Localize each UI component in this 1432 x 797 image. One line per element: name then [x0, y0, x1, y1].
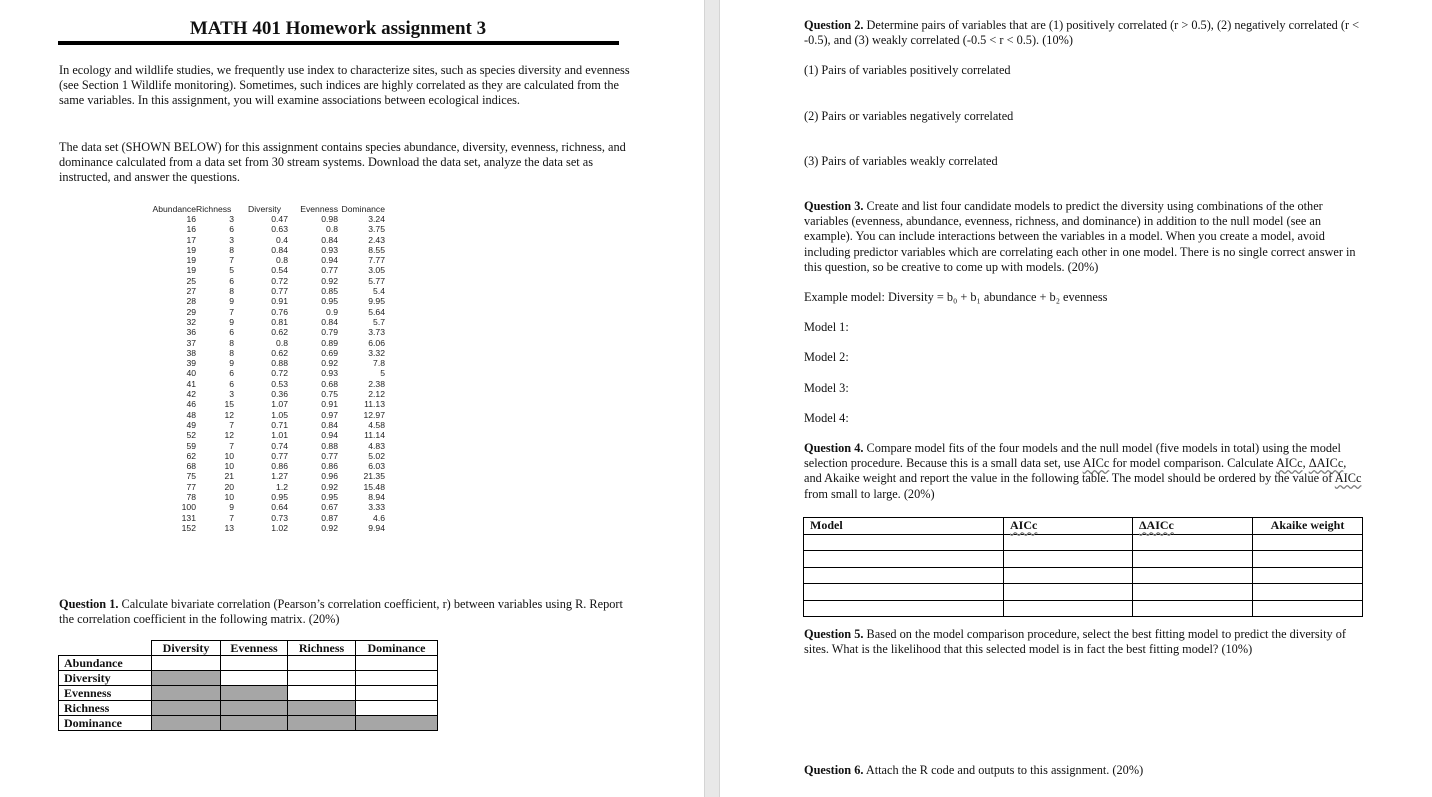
data-cell: 0.91 — [321, 399, 338, 410]
data-cell: 0.84 — [271, 244, 288, 255]
data-row — [146, 265, 385, 275]
data-row — [146, 286, 385, 296]
data-cell: 3 — [229, 234, 234, 245]
data-cell: 0.8 — [276, 255, 288, 266]
matrix-col-header: Evenness — [221, 641, 288, 656]
question-1-text: Calculate bivariate correlation (Pearson’s correlation coefficient, r) between variables using R. Report the correlation coefficient in the following matrix. (20%) — [59, 597, 623, 626]
model-1-label: Model 1: — [804, 320, 849, 334]
data-cell: 0.94 — [321, 430, 338, 441]
model-3-label: Model 3: — [804, 381, 849, 395]
data-cell: 1.02 — [271, 522, 288, 533]
delta-aicc-term: ΔAICc — [1308, 456, 1344, 471]
aic-cell[interactable] — [804, 534, 1004, 551]
data-cell: 0.94 — [321, 255, 338, 266]
aic-cell[interactable] — [1133, 584, 1253, 601]
data-row — [146, 368, 385, 378]
matrix-cell[interactable] — [221, 656, 288, 671]
data-cell: 42 — [186, 389, 196, 400]
data-row — [146, 327, 385, 337]
question-3-text: Create and list four candidate models to predict the diversity using combinations of the other variables (evenness, abundance, evenness, richness, and dominance) in addition to the null model (see an example). You can include interactions between the variables in a model. When you create a model, avoid including predictor variables which are correlating each other in one model. There is no single correct answer in this question, so be creative to come up with models. (20%) — [804, 199, 1356, 274]
data-cell: 13 — [224, 522, 234, 533]
data-header: Evenness — [300, 204, 338, 214]
data-cell: 2.12 — [368, 389, 385, 400]
data-header: Dominance — [341, 204, 385, 214]
question-4-label: Question 4. — [804, 441, 864, 455]
matrix-row-header: Diversity — [59, 671, 152, 686]
question-4-text: for model comparison. Calculate — [1109, 456, 1276, 471]
aic-cell[interactable] — [1253, 584, 1363, 601]
data-cell: 3 — [229, 389, 234, 400]
data-row — [146, 348, 385, 358]
data-cell: 8 — [229, 347, 234, 358]
data-cell: 0.95 — [321, 492, 338, 503]
data-cell: 3.05 — [368, 265, 385, 276]
data-cell: 75 — [186, 471, 196, 482]
question-4-text: Compare model fits of the four models and the null model (five models in total) using the model selection procedure. Because this is a small data set, use — [804, 441, 1341, 471]
data-cell: 4.83 — [368, 440, 385, 451]
question-2-part-3: (3) Pairs of variables weakly correlated — [804, 154, 998, 168]
data-row — [146, 410, 385, 420]
data-cell: 8 — [229, 337, 234, 348]
data-cell: 0.79 — [321, 327, 338, 338]
data-cell: 0.68 — [321, 378, 338, 389]
data-row — [146, 358, 385, 368]
question-6-text: Attach the R code and outputs to this assignment. (20%) — [863, 763, 1144, 777]
data-cell: 3.75 — [368, 224, 385, 235]
data-cell: 0.73 — [271, 512, 288, 523]
data-cell: 9 — [229, 316, 234, 327]
data-cell: 2.38 — [368, 378, 385, 389]
data-cell: 0.85 — [321, 286, 338, 297]
data-cell: 4.6 — [373, 512, 385, 523]
data-row — [146, 513, 385, 523]
question-2-part-2: (2) Pairs or variables negatively correlated — [804, 109, 1014, 123]
data-cell: 12 — [224, 409, 234, 420]
data-cell: 10 — [224, 492, 234, 503]
right-page — [720, 0, 1432, 797]
model-2-label: Model 2: — [804, 350, 849, 364]
data-cell: 6.03 — [368, 461, 385, 472]
aicc-term: AICc — [1275, 456, 1303, 471]
page-gap — [704, 0, 720, 797]
data-cell: 0.92 — [321, 358, 338, 369]
matrix-cell[interactable] — [356, 671, 438, 686]
aic-cell[interactable] — [1253, 600, 1363, 617]
data-cell: 1.01 — [271, 430, 288, 441]
data-cell: 36 — [186, 327, 196, 338]
data-cell: 0.77 — [271, 450, 288, 461]
data-cell: 0.74 — [271, 440, 288, 451]
data-cell: 5 — [380, 368, 385, 379]
data-cell: 0.8 — [276, 337, 288, 348]
data-cell: 0.36 — [271, 389, 288, 400]
data-cell: 0.89 — [321, 337, 338, 348]
question-2-label: Question 2. — [804, 18, 864, 32]
data-cell: 6 — [229, 327, 234, 338]
matrix-cell-shaded — [221, 716, 288, 731]
aic-cell[interactable] — [804, 600, 1004, 617]
data-row — [146, 296, 385, 306]
question-5-text: Based on the model comparison procedure, select the best fitting model to predict the diversity of sites. What is the likelihood that this selected model is in fact the best fitting model? (10%) — [804, 627, 1346, 657]
data-cell: 0.91 — [271, 296, 288, 307]
aic-cell[interactable] — [1133, 534, 1253, 551]
data-cell: 0.71 — [271, 419, 288, 430]
data-cell: 0.67 — [321, 502, 338, 513]
data-cell: 0.95 — [271, 492, 288, 503]
aicc-term: AICc — [1082, 456, 1110, 471]
aic-col-header: Akaike weight — [1253, 518, 1363, 535]
data-header: Richness — [196, 204, 232, 214]
title-rule — [58, 41, 619, 45]
data-row — [146, 338, 385, 348]
data-row — [146, 224, 385, 234]
data-cell: 37 — [186, 337, 196, 348]
aic-cell[interactable] — [1004, 534, 1133, 551]
data-cell: 7 — [229, 440, 234, 451]
data-cell: 52 — [186, 430, 196, 441]
data-cell: 0.62 — [271, 347, 288, 358]
data-cell: 5.02 — [368, 450, 385, 461]
data-row — [146, 430, 385, 440]
data-cell: 6.06 — [368, 337, 385, 348]
data-cell: 5.64 — [368, 306, 385, 317]
data-cell: 7 — [229, 419, 234, 430]
data-cell: 8.94 — [368, 492, 385, 503]
data-row — [146, 255, 385, 265]
data-cell: 0.93 — [321, 244, 338, 255]
data-cell: 7.8 — [373, 358, 385, 369]
aic-table — [803, 517, 1363, 617]
data-cell: 38 — [186, 347, 196, 358]
data-cell: 7 — [229, 306, 234, 317]
data-cell: 49 — [186, 419, 196, 430]
data-cell: 0.93 — [321, 368, 338, 379]
data-cell: 0.92 — [321, 275, 338, 286]
data-cell: 8 — [229, 244, 234, 255]
matrix-cell[interactable] — [356, 656, 438, 671]
data-cell: 12 — [224, 430, 234, 441]
matrix-cell-shaded — [152, 716, 221, 731]
matrix-cell[interactable] — [288, 671, 356, 686]
data-cell: 0.72 — [271, 275, 288, 286]
question-3-label: Question 3. — [804, 199, 864, 213]
data-cell: 0.75 — [321, 389, 338, 400]
data-cell: 3.73 — [368, 327, 385, 338]
data-cell: 0.63 — [271, 224, 288, 235]
data-row — [146, 276, 385, 286]
data-cell: 32 — [186, 316, 196, 327]
data-cell: 0.84 — [321, 234, 338, 245]
aic-cell[interactable] — [1253, 534, 1363, 551]
matrix-corner — [59, 641, 152, 656]
data-cell: 0.96 — [321, 471, 338, 482]
data-cell: 7 — [229, 255, 234, 266]
data-cell: 11.13 — [364, 399, 385, 410]
matrix-row-header: Evenness — [59, 686, 152, 701]
data-cell: 19 — [186, 255, 196, 266]
data-row — [146, 214, 385, 224]
matrix-col-header: Richness — [288, 641, 356, 656]
question-5 — [804, 627, 1364, 657]
matrix-col-header: Diversity — [152, 641, 221, 656]
data-row — [146, 235, 385, 245]
data-cell: 6 — [229, 275, 234, 286]
data-cell: 6 — [229, 368, 234, 379]
matrix-cell[interactable] — [356, 701, 438, 716]
data-cell: 0.92 — [321, 522, 338, 533]
data-cell: 0.72 — [271, 368, 288, 379]
matrix-cell[interactable] — [288, 656, 356, 671]
aic-cell[interactable] — [1004, 584, 1133, 601]
data-cell: 0.62 — [271, 327, 288, 338]
data-cell: 1.27 — [271, 471, 288, 482]
page-title: MATH 401 Homework assignment 3 — [189, 18, 487, 39]
data-cell: 39 — [186, 358, 196, 369]
data-cell: 152 — [181, 522, 196, 533]
question-4 — [804, 441, 1364, 502]
aic-col-header: ΔAICc — [1133, 518, 1253, 535]
data-cell: 15.48 — [363, 481, 385, 492]
data-cell: 0.53 — [271, 378, 288, 389]
matrix-row-header: Abundance — [59, 656, 152, 671]
data-cell: 27 — [186, 286, 196, 297]
data-cell: 5.7 — [373, 316, 385, 327]
matrix-cell-shaded — [152, 701, 221, 716]
data-cell: 0.47 — [271, 214, 288, 224]
data-cell: 0.88 — [321, 440, 338, 451]
aic-cell[interactable] — [1004, 567, 1133, 584]
data-cell: 28 — [186, 296, 196, 307]
data-cell: 0.92 — [321, 481, 338, 492]
data-cell: 0.95 — [321, 296, 338, 307]
aic-col-header: AICc — [1004, 518, 1133, 535]
data-cell: 0.9 — [326, 306, 338, 317]
data-cell: 20 — [224, 481, 234, 492]
example-model: Example model: Diversity = b₀ + b₁ abundance + b₂ evenness — [804, 290, 1108, 304]
model-4-label: Model 4: — [804, 411, 849, 425]
data-cell: 21.35 — [363, 471, 385, 482]
question-5-label: Question 5. — [804, 627, 864, 641]
data-cell: 3.32 — [368, 347, 385, 358]
question-4-text: , and Akaike weight and report the value in the following table. The model should be ordered by the value of — [804, 456, 1347, 486]
data-cell: 0.81 — [271, 316, 288, 327]
data-cell: 16 — [186, 214, 196, 224]
data-row — [146, 492, 385, 502]
data-cell: 7 — [229, 512, 234, 523]
data-cell: 0.86 — [271, 461, 288, 472]
data-cell: 9 — [229, 296, 234, 307]
data-cell: 5 — [229, 265, 234, 276]
matrix-cell[interactable] — [152, 656, 221, 671]
data-cell: 7.77 — [368, 255, 385, 266]
data-cell: 8 — [229, 286, 234, 297]
data-cell: 16 — [186, 224, 196, 235]
data-row — [146, 451, 385, 461]
data-paragraph: The data set (SHOWN BELOW) for this assignment contains species abundance, diversity, evenness, richness, and dominance calculated from a data set from 30 stream systems. Download the data set, analyze the data set as instructed, and answer the questions. — [59, 140, 626, 184]
aic-col-header: Model — [804, 518, 1004, 535]
data-cell: 3 — [229, 214, 234, 224]
data-row — [146, 399, 385, 409]
data-cell: 62 — [186, 450, 196, 461]
data-row — [146, 389, 385, 399]
data-cell: 77 — [186, 481, 196, 492]
data-row — [146, 471, 385, 481]
data-cell: 0.4 — [276, 234, 288, 245]
matrix-cell-shaded — [221, 701, 288, 716]
data-cell: 0.64 — [271, 502, 288, 513]
data-row — [146, 523, 385, 533]
data-row — [146, 245, 385, 255]
question-4-text: from small to large. (20%) — [804, 486, 935, 501]
matrix-cell[interactable] — [356, 686, 438, 701]
data-cell: 68 — [186, 461, 196, 472]
data-cell: 1.05 — [271, 409, 288, 420]
aic-cell[interactable] — [1253, 567, 1363, 584]
data-cell: 0.98 — [321, 214, 338, 224]
data-cell: 40 — [186, 368, 196, 379]
question-2 — [804, 18, 1364, 48]
aic-cell[interactable] — [1004, 551, 1133, 568]
aic-cell[interactable] — [1253, 551, 1363, 568]
matrix-row-header: Richness — [59, 701, 152, 716]
data-cell: 0.84 — [321, 316, 338, 327]
matrix-cell-shaded — [288, 701, 356, 716]
data-header: Diversity — [248, 204, 281, 214]
data-cell: 9.94 — [368, 522, 385, 533]
data-cell: 10 — [224, 461, 234, 472]
data-cell: 9.95 — [368, 296, 385, 307]
data-row — [146, 420, 385, 430]
aic-cell[interactable] — [1133, 600, 1253, 617]
data-cell: 11.14 — [364, 430, 385, 441]
data-cell: 6 — [229, 378, 234, 389]
data-cell: 2.43 — [368, 234, 385, 245]
question-1-label: Question 1. — [59, 597, 119, 611]
data-cell: 0.76 — [271, 306, 288, 317]
data-cell: 0.8 — [326, 224, 338, 235]
left-page — [0, 0, 704, 797]
data-cell: 17 — [186, 234, 196, 245]
data-cell: 8.55 — [368, 244, 385, 255]
data-cell: 19 — [186, 244, 196, 255]
data-row — [146, 461, 385, 471]
question-1 — [59, 597, 639, 627]
data-cell: 29 — [186, 306, 196, 317]
data-cell: 6 — [229, 224, 234, 235]
aic-cell[interactable] — [804, 567, 1004, 584]
matrix-col-header: Dominance — [356, 641, 438, 656]
data-cell: 4.58 — [368, 419, 385, 430]
data-cell: 10 — [224, 450, 234, 461]
data-cell: 5.77 — [368, 275, 385, 286]
data-row — [146, 502, 385, 512]
data-cell: 19 — [186, 265, 196, 276]
data-cell: 0.77 — [321, 450, 338, 461]
aic-cell[interactable] — [1004, 600, 1133, 617]
question-6-label: Question 6. — [804, 763, 864, 777]
data-cell: 0.77 — [271, 286, 288, 297]
question-6 — [804, 763, 1364, 778]
data-cell: 12.97 — [363, 409, 385, 420]
data-cell: 3.24 — [368, 214, 385, 224]
matrix-cell-shaded — [152, 686, 221, 701]
data-cell: 9 — [229, 502, 234, 513]
matrix-cell-shaded — [152, 671, 221, 686]
data-cell: 0.87 — [321, 512, 338, 523]
data-cell: 0.69 — [321, 347, 338, 358]
matrix-cell[interactable] — [288, 686, 356, 701]
aic-cell[interactable] — [1133, 567, 1253, 584]
question-3 — [804, 199, 1366, 275]
data-cell: 0.77 — [321, 265, 338, 276]
correlation-matrix — [58, 640, 438, 731]
data-table — [146, 204, 385, 533]
data-row — [146, 441, 385, 451]
data-cell: 0.86 — [321, 461, 338, 472]
question-2-part-1: (1) Pairs of variables positively correlated — [804, 63, 1011, 77]
matrix-row-header: Dominance — [59, 716, 152, 731]
data-cell: 78 — [186, 492, 196, 503]
data-row — [146, 317, 385, 327]
data-cell: 0.54 — [271, 265, 288, 276]
data-cell: 3.33 — [368, 502, 385, 513]
data-cell: 100 — [181, 502, 196, 513]
aic-cell[interactable] — [804, 584, 1004, 601]
data-cell: 46 — [186, 399, 196, 410]
data-cell: 5.4 — [373, 286, 385, 297]
intro-paragraph: In ecology and wildlife studies, we frequently use index to characterize sites, such as species diversity and evenness (see Section 1 Wildlife monitoring). Sometimes, such indices are highly correlated as they are calculated from the same variables. In this assignment, you will examine associations between ecological indices. — [59, 63, 630, 107]
aicc-term: AICc — [1334, 471, 1362, 486]
aic-cell[interactable] — [804, 551, 1004, 568]
data-cell: 1.2 — [276, 481, 288, 492]
data-cell: 15 — [224, 399, 234, 410]
data-cell: 25 — [186, 275, 196, 286]
data-header: Abundance — [152, 204, 196, 214]
aic-cell[interactable] — [1133, 551, 1253, 568]
data-row — [146, 482, 385, 492]
data-cell: 0.88 — [271, 358, 288, 369]
data-cell: 131 — [181, 512, 196, 523]
data-cell: 1.07 — [271, 399, 288, 410]
matrix-cell-shaded — [288, 716, 356, 731]
data-cell: 0.97 — [321, 409, 338, 420]
data-cell: 0.84 — [321, 419, 338, 430]
matrix-cell-shaded — [221, 686, 288, 701]
question-2-text: Determine pairs of variables that are (1) positively correlated (r > 0.5), (2) negatively correlated (r < -0.5), and (3) weakly correlated (-0.5 < r < 0.5). (10%) — [804, 18, 1360, 48]
data-cell: 48 — [186, 409, 196, 420]
question-4-text: , — [1302, 456, 1309, 471]
data-cell: 9 — [229, 358, 234, 369]
data-cell: 59 — [186, 440, 196, 451]
matrix-cell-shaded — [356, 716, 438, 731]
data-row — [146, 307, 385, 317]
data-cell: 21 — [224, 471, 234, 482]
data-row — [146, 379, 385, 389]
data-cell: 41 — [186, 378, 196, 389]
matrix-cell[interactable] — [221, 671, 288, 686]
